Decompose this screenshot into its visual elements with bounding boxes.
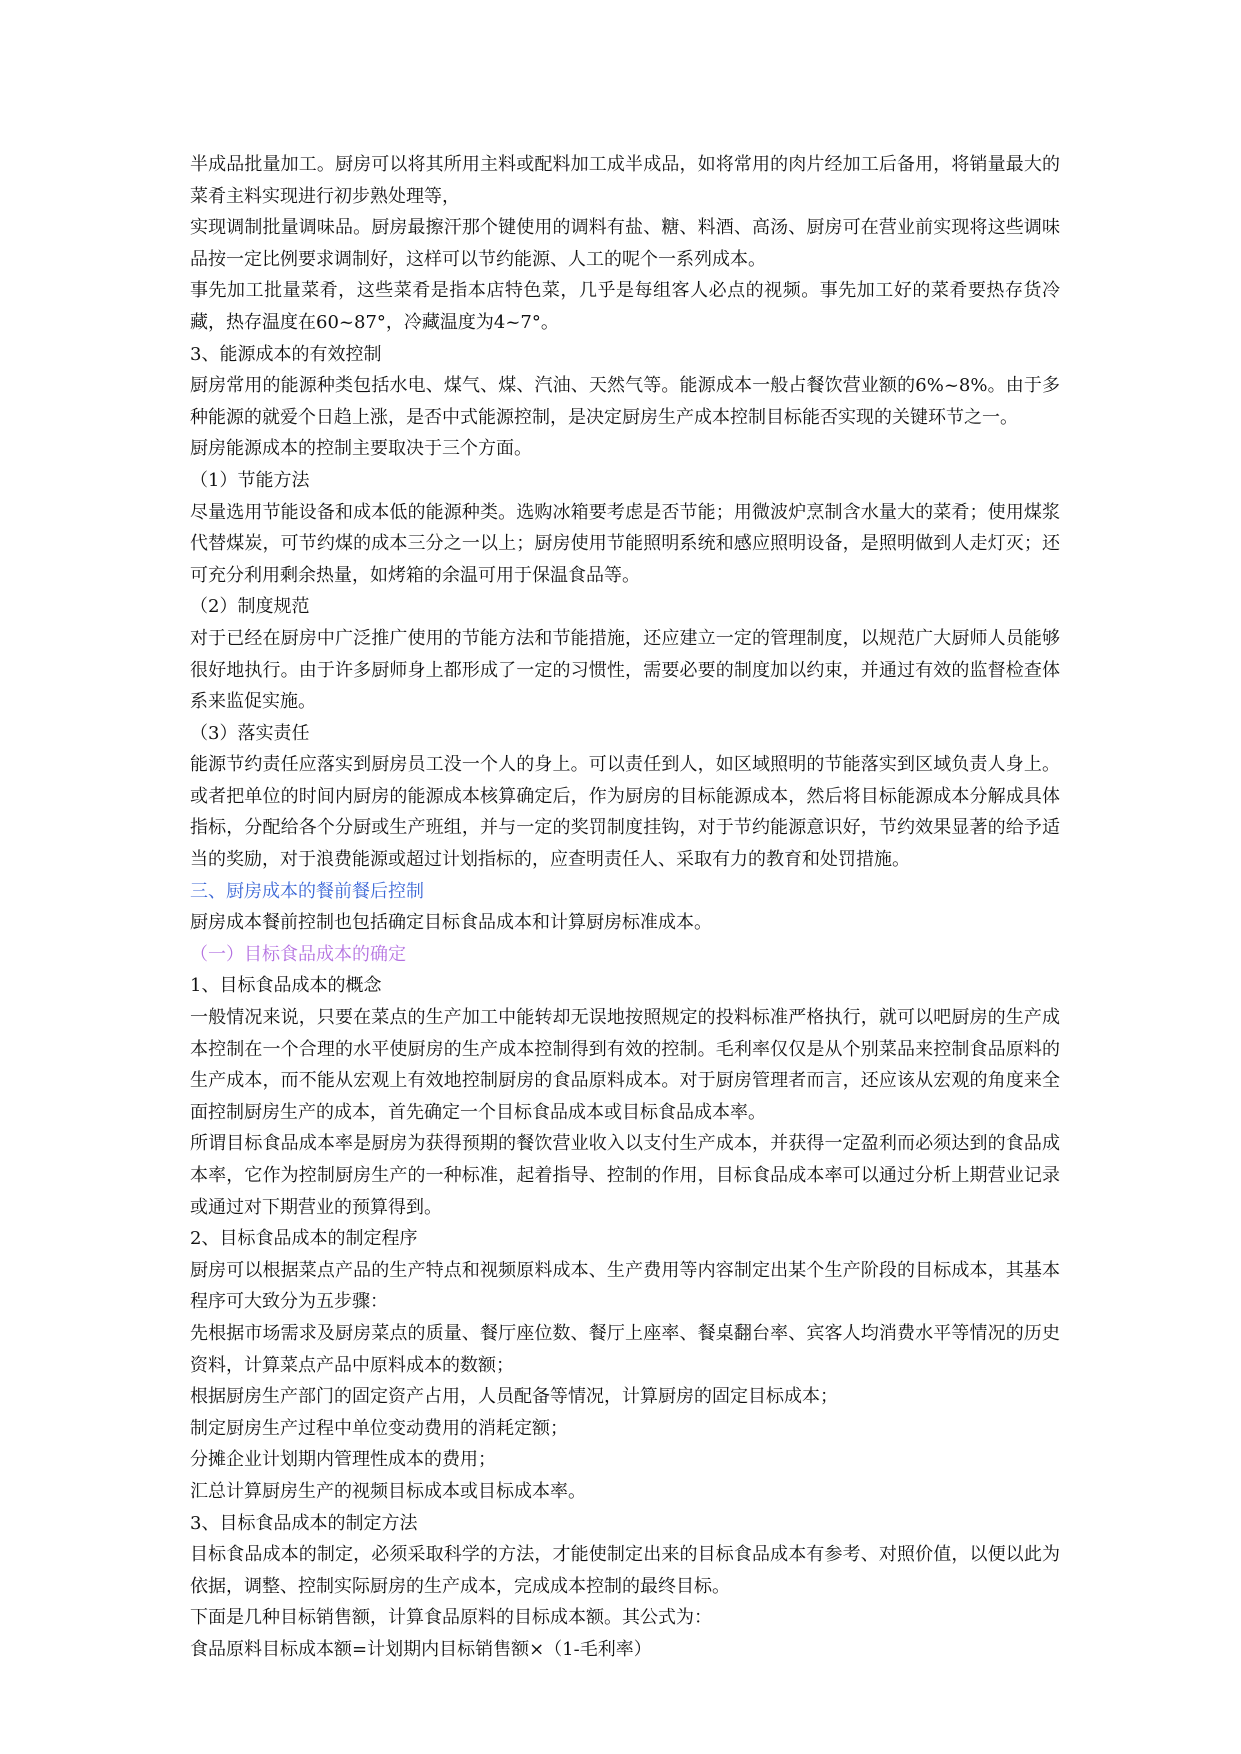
- paragraph-target-cost-method: 目标食品成本的制定，必须采取科学的方法，才能使制定出来的目标食品成本有参考、对照价值，以便以此为依据，调整、控制实际厨房的生产成本，完成成本控制的最终目标。: [190, 1544, 1060, 1597]
- paragraph-target-cost-rate: 所谓目标食品成本率是厨房为获得预期的餐饮营业收入以支付生产成本，并获得一定盈利而必须达到的食品成本率，它作为控制厨房生产的一种标准，起着指导、控制的作用，目标食品成本率可以通过分析上期营业记录或通过对下期营业的预算得到。: [190, 1133, 1060, 1218]
- subheading-target-cost-method: 3、目标食品成本的制定方法: [190, 1512, 418, 1534]
- paragraph-batch-dishes: 事先加工批量菜肴，这些菜肴是指本店特色菜，几乎是每组客人必点的视频。事先加工好的菜肴要热存货冷藏，热存温度在60~87°，冷藏温度为4~7°。: [190, 280, 1060, 333]
- procedure-step-1: 先根据市场需求及厨房菜点的质量、餐厅座位数、餐厅上座率、餐桌翻台率、宾客人均消费水平等情况的历史资料，计算菜点产品中原料成本的数额；: [190, 1322, 1060, 1376]
- paragraph-energy-types: 厨房常用的能源种类包括水电、煤气、煤、汽油、天然气等。能源成本一般占餐饮营业额的6%~8%。由于多种能源的就爱个日趋上涨，是否中式能源控制，是决定厨房生产成本控制目标能否实现的关键环节之一。: [190, 375, 1060, 428]
- paragraph-target-cost-procedure: 厨房可以根据菜点产品的生产特点和视频原料成本、生产费用等内容制定出某个生产阶段的目标成本，其基本程序可大致分为五步骤：: [190, 1259, 1060, 1313]
- paragraph-energy-saving-methods: 尽量选用节能设备和成本低的能源种类。选购冰箱要考虑是否节能；用微波炉烹制含水量大的菜肴；使用煤浆代替煤炭，可节约煤的成本三分之一以上；厨房使用节能照明系统和感应照明设备，是照明做到人走灯灭；还可充分利用剩余热量，如烤箱的余温可用于保温食品等。: [190, 501, 1060, 586]
- paragraph-formula-intro: 下面是几种目标销售额，计算食品原料的目标成本额。其公式为：: [190, 1607, 712, 1629]
- procedure-step-3: 制定厨房生产过程中单位变动费用的消耗定额；: [190, 1417, 568, 1439]
- chapter-heading-pre-post-meal-control: 三、厨房成本的餐前餐后控制: [190, 880, 424, 902]
- section-heading-target-food-cost: （一）目标食品成本的确定: [190, 943, 406, 965]
- subheading-rules: （2）制度规范: [190, 596, 310, 618]
- paragraph-energy-three-aspects: 厨房能源成本的控制主要取决于三个方面。: [190, 438, 532, 460]
- subheading-energy-saving-methods: （1）节能方法: [190, 469, 310, 491]
- procedure-step-5: 汇总计算厨房生产的视频目标成本或目标成本率。: [190, 1480, 586, 1502]
- paragraph-target-cost-concept: 一般情况来说，只要在菜点的生产加工中能转却无误地按照规定的投料标准严格执行，就可以吧厨房的生产成本控制在一个合理的水平使厨房的生产成本控制得到有效的控制。毛利率仅仅是从个别菜品来控制食品原料的生产成本，而不能从宏观上有效地控制厨房的食品原料成本。对于厨房管理者而言，还应该从宏观的角度来全面控制厨房生产的成本，首先确定一个目标食品成本或目标食品成本率。: [190, 1007, 1060, 1123]
- procedure-step-2: 根据厨房生产部门的固定资产占用，人员配备等情况，计算厨房的固定目标成本；: [190, 1386, 838, 1408]
- section-heading-energy-cost: 3、能源成本的有效控制: [190, 343, 382, 365]
- document-body: [190, 149, 1060, 1666]
- subheading-target-cost-concept: 1、目标食品成本的概念: [190, 975, 382, 997]
- subheading-responsibility: （3）落实责任: [190, 722, 310, 744]
- subheading-target-cost-procedure: 2、目标食品成本的制定程序: [190, 1228, 418, 1250]
- paragraph-semi-finished-processing: 半成品批量加工。厨房可以将其所用主料或配料加工成半成品，如将常用的肉片经加工后备用，将销量最大的菜肴主料实现进行初步熟处理等，: [190, 154, 1060, 207]
- formula-target-cost: 食品原料目标成本额=计划期内目标销售额×（1-毛利率）: [190, 1638, 652, 1660]
- paragraph-pre-meal-control: 厨房成本餐前控制也包括确定目标食品成本和计算厨房标准成本。: [190, 912, 712, 934]
- paragraph-responsibility: 能源节约责任应落实到厨房员工没一个人的身上。可以责任到人，如区域照明的节能落实到区域负责人身上。或者把单位的时间内厨房的能源成本核算确定后，作为厨房的目标能源成本，然后将目标能源成本分解成具体指标，分配给各个分厨或生产班组，并与一定的奖罚制度挂钩，对于节约能源意识好，节约效果显著的给予适当的奖励，对于浪费能源或超过计划指标的，应查明责任人、采取有力的教育和处罚措施。: [190, 754, 1060, 871]
- paragraph-seasoning-preparation: 实现调制批量调味品。厨房最擦汗那个键使用的调料有盐、糖、料酒、高汤、厨房可在营业前实现将这些调味品按一定比例要求调制好，这样可以节约能源、人工的呢个一系列成本。: [190, 217, 1060, 270]
- procedure-step-4: 分摊企业计划期内管理性成本的费用；: [190, 1449, 496, 1471]
- paragraph-rules: 对于已经在厨房中广泛推广使用的节能方法和节能措施，还应建立一定的管理制度，以规范广大厨师人员能够很好地执行。由于许多厨师身上都形成了一定的习惯性，需要必要的制度加以约束，并通过有效的监督检查体系来监促实施。: [190, 627, 1060, 713]
